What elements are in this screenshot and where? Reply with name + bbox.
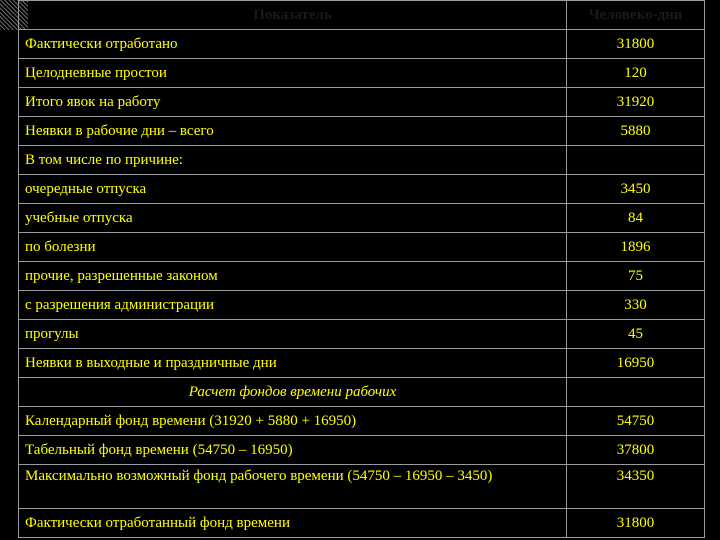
row-value: 5880 — [567, 117, 705, 146]
row-value: 120 — [567, 59, 705, 88]
row-value: 54750 — [567, 407, 705, 436]
row-label: прогулы — [19, 320, 567, 349]
row-value — [567, 146, 705, 175]
table-row — [19, 509, 705, 538]
row-label: учебные отпуска — [19, 204, 567, 233]
table-row — [19, 175, 705, 204]
section-subheading: Расчет фондов времени рабочих — [19, 378, 567, 407]
worktime-table — [18, 0, 705, 538]
row-value: 1896 — [567, 233, 705, 262]
row-value: 31800 — [567, 30, 705, 59]
row-label: Фактически отработанный фонд времени — [19, 509, 567, 538]
row-value: 330 — [567, 291, 705, 320]
row-value: 37800 — [567, 436, 705, 465]
row-label: Календарный фонд времени (31920 + 5880 + 16950) — [19, 407, 567, 436]
row-value: 84 — [567, 204, 705, 233]
row-label: очередные отпуска — [19, 175, 567, 204]
row-label: прочие, разрешенные законом — [19, 262, 567, 291]
row-value: 34350 — [567, 465, 705, 509]
row-value: 3450 — [567, 175, 705, 204]
table-row — [19, 378, 705, 407]
row-value: 16950 — [567, 349, 705, 378]
row-label: Табельный фонд времени (54750 – 16950) — [19, 436, 567, 465]
table-row — [19, 117, 705, 146]
row-label: Неявки в рабочие дни – всего — [19, 117, 567, 146]
table-header-row — [19, 1, 705, 30]
table-row — [19, 465, 705, 509]
row-value — [567, 378, 705, 407]
table-row — [19, 59, 705, 88]
header-unit: Человеко-дни — [567, 1, 705, 30]
row-value: 31920 — [567, 88, 705, 117]
table-body — [19, 30, 705, 538]
row-label: В том числе по причине: — [19, 146, 567, 175]
row-label: Целодневные простои — [19, 59, 567, 88]
table-row — [19, 320, 705, 349]
row-label: Неявки в выходные и праздничные дни — [19, 349, 567, 378]
row-value: 45 — [567, 320, 705, 349]
table-row — [19, 233, 705, 262]
row-value: 75 — [567, 262, 705, 291]
table-row — [19, 262, 705, 291]
row-label: с разрешения администрации — [19, 291, 567, 320]
table-row — [19, 291, 705, 320]
header-indicator: Показатель — [19, 1, 567, 30]
table-row — [19, 407, 705, 436]
table-row — [19, 88, 705, 117]
table-row — [19, 30, 705, 59]
row-label: по болезни — [19, 233, 567, 262]
row-label: Итого явок на работу — [19, 88, 567, 117]
table-row — [19, 146, 705, 175]
row-label: Фактически отработано — [19, 30, 567, 59]
table-row — [19, 204, 705, 233]
table-row — [19, 436, 705, 465]
row-label: Максимально возможный фонд рабочего времени (54750 – 16950 – 3450) — [19, 465, 567, 509]
table-row — [19, 349, 705, 378]
row-value: 31800 — [567, 509, 705, 538]
